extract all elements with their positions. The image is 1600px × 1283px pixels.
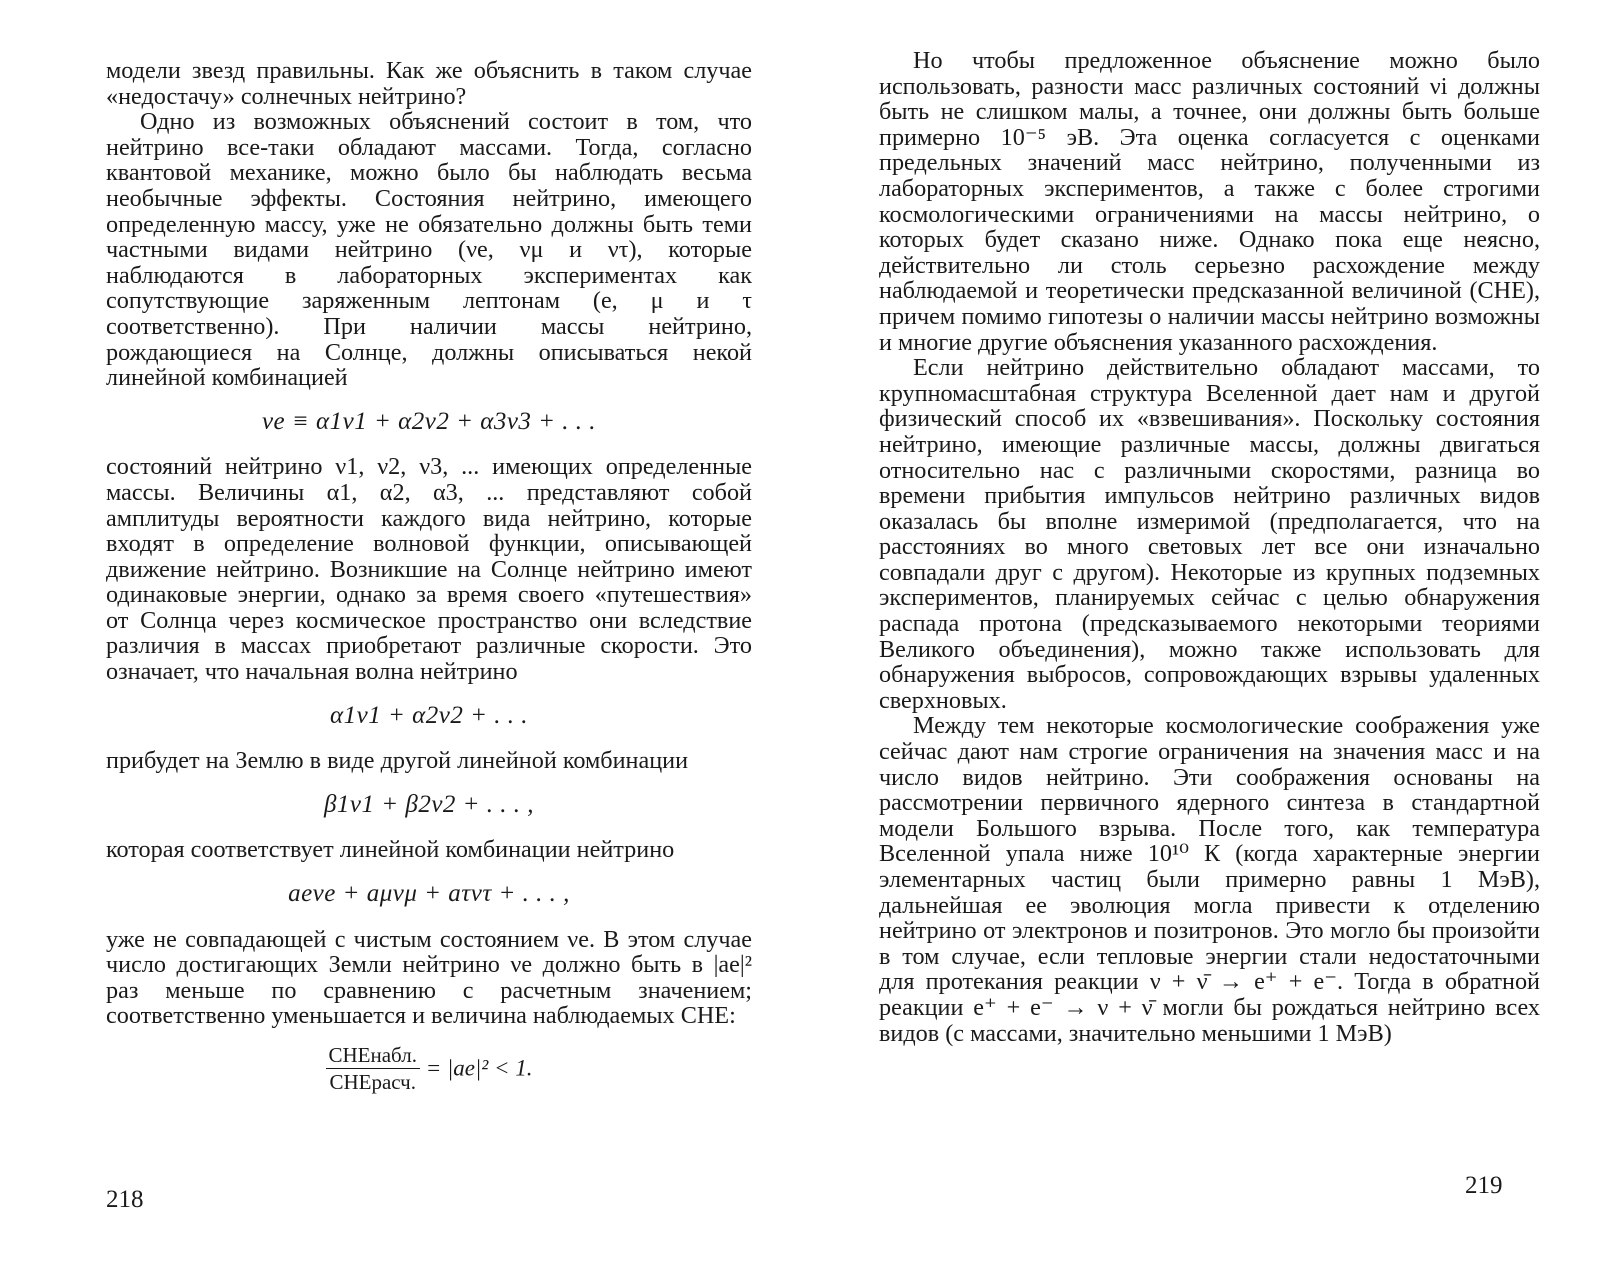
left-page (0, 0, 780, 1283)
right-text-column (879, 48, 1540, 1046)
paragraph: Но чтобы предложенное объяснение можно было использовать, разности масс различных состояний νi должны быть не слишком малы, а точнее, они должны быть больше примерно 10⁻⁵ эВ. Эта оценка согласуется с оценками предельных значений масс нейтрино, полученными из лабораторных экспериментов, а также с более строгими космологическими ограничениями на массы нейтрино, о которых будет сказано ниже. Однако пока еще неясно, действительно ли столь серьезно расхождение между наблюдаемой и теоретически предсказанной величиной (СНЕ), причем помимо гипотезы о наличии массы нейтрино возможны и многие другие объяснения указанного расхождения. (879, 47, 1540, 356)
paragraph: Одно из возможных объяснений состоит в том, что нейтрино все-таки обладают массами. Тогда, согласно квантовой механике, можно было бы наблюдать весьма необычные эффекты. Состояния нейтрино, имеющего определенную массу, уже не обязательно должны быть теми частными видами нейтрино (νe, νμ и ντ), которые наблюдаются в лабораторных экспериментах как сопутствующие заряженным лептонам (e, μ и τ соответственно). При наличии массы нейтрино, рождающиеся на Солнце, должны описываться некой линейной комбинацией (106, 108, 752, 392)
left-text-column (106, 58, 752, 1094)
fraction-numerator: СНЕнабл. (326, 1043, 420, 1069)
paragraph: уже не совпадающей с чистым состоянием νe. В этом случае число достигающих Земли нейтрино νe должно быть в |ae|² раз меньше по сравнению с расчетным значением; соответственно уменьшается и величина наблюдаемых СНЕ: (106, 925, 752, 1030)
formula: β1ν1 + β2ν2 + . . . , (323, 790, 535, 818)
formula: aeνe + aμνμ + aτντ + . . . , (288, 880, 570, 908)
page-number: 219 (1465, 1172, 1503, 1199)
formula: α1ν1 + α2ν2 + . . . (330, 701, 528, 729)
page-number: 218 (106, 1186, 144, 1213)
paragraph: модели звезд правильны. Как же объяснить в таком случае «недостачу» солнечных нейтрино? (106, 57, 752, 110)
paragraph: Если нейтрино действительно обладают массами, то крупномасштабная структура Вселенной дает нам и другой физический способ их «взвешивания». Поскольку состояния нейтрино, имеющие различные массы, должны двигаться относительно нас с различными скоростями, разница во времени прибытия импульсов нейтрино различных видов оказалась бы вполне измеримой (предполагается, что на расстояниях во много световых лет все они изначально совпадали друг с другом). Некоторые из крупных подземных экспериментов, планируемых сейчас с целью обнаружения распада протона (предсказываемого некоторыми теориями Великого объединения), можно также использовать для обнаружения выбросов, сопровождающих взрывы удаленных сверхновых. (879, 354, 1540, 714)
ratio-formula (106, 1043, 752, 1094)
fraction-denominator: СНЕрасч. (329, 1070, 416, 1094)
paragraph: прибудет на Землю в виде другой линейной комбинации (106, 747, 689, 775)
formula: νe ≡ α1ν1 + α2ν2 + α3ν3 + . . . (261, 407, 597, 435)
paragraph: которая соответствует линейной комбинации нейтрино (106, 836, 675, 864)
fraction-rhs: = |ae|² < 1. (425, 1055, 533, 1081)
paragraph: Между тем некоторые космологические соображения уже сейчас дают нам строгие ограничения на значения масс и на число видов нейтрино. Эти соображения основаны на рассмотрении первичного ядерного синтеза в стандартной модели Большого взрыва. После того, как температура Вселенной упала ниже 10¹⁰ К (когда характерные энергии элементарных частиц были примерно равны 1 МэВ), дальнейшая ее эволюция могла привести к отделению нейтрино от электронов и позитронов. Это могло бы произойти в том случае, если тепловые энергии стали недостаточными для протекания реакции ν + ν̄ → e⁺ + e⁻. Тогда в обратной реакции e⁺ + e⁻ → ν + ν̄ могли бы рождаться нейтрино всех видов (с массами, значительно меньшими 1 МэВ) (879, 712, 1540, 1047)
right-page (800, 0, 1600, 1283)
paragraph: состояний нейтрино ν1, ν2, ν3, ... имеющих определенные массы. Величины α1, α2, α3, ... представляют собой амплитуды вероятности каждого вида нейтрино, которые входят в определение волновой функции, описывающей движение нейтрино. Возникшие на Солнце нейтрино имеют одинаковые энергии, однако за время своего «путешествия» от Солнца через космическое пространство они вследствие различия в массах приобретают различные скорости. Это означает, что начальная волна нейтрино (106, 453, 752, 686)
fraction (326, 1043, 420, 1094)
